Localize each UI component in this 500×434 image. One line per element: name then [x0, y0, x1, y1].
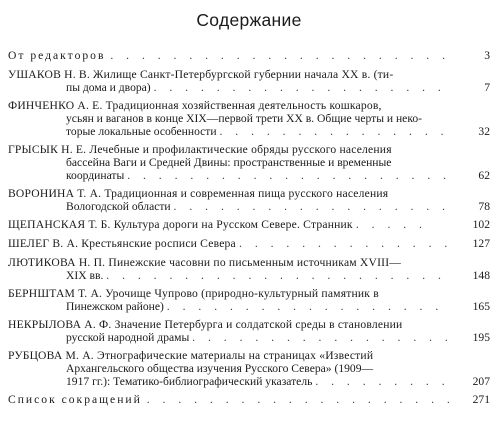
toc-entry-line: [8, 375, 460, 388]
toc-leader-dots: . . . . . . . . . . . . . . . . . . .: [153, 81, 446, 94]
toc-entry[interactable]: [8, 49, 490, 62]
toc-page-number: 195: [472, 331, 490, 344]
toc-entry-line: ЛЮТИКОВА Н. П. Пинежские часовни по письменным источникам XVIII—: [8, 256, 402, 269]
toc-entry-line: [8, 237, 460, 250]
toc-entry-line: ВОРОНИНА Т. А. Традиционная и современная пища русского населения: [8, 187, 389, 200]
toc-entry-text: координаты: [66, 169, 125, 182]
toc-entry-line: [8, 300, 460, 313]
toc-entry-line: РУБЦОВА М. А. Этнографические материалы на страницах «Известий: [8, 349, 374, 362]
toc-entry-text: ШЕЛЕГ В. А. Крестьянские росписи Севера: [8, 237, 236, 250]
toc-leader-dots: . . . . . . . . . . . . . . . . . .: [173, 200, 450, 213]
toc-page-number: 165: [472, 300, 490, 313]
page-title: Содержание: [196, 10, 302, 30]
toc-leader-dots: . . . . .: [355, 218, 427, 231]
toc-leader-dots: . . . . . . . . . . . . . . . . . . . . . .: [110, 49, 450, 62]
toc-entry[interactable]: [8, 68, 490, 94]
toc-entry[interactable]: [8, 99, 490, 138]
toc-entry-line: НЕКРЫЛОВА А. Ф. Значение Петербурга и солдатской среды в становлении: [8, 318, 403, 331]
toc-entry-line: [8, 393, 460, 406]
toc-entry-line: бассейна Ваги и Средней Двины: пространственные и временные: [66, 156, 392, 169]
toc-leader-dots: . . . . . . . . .: [315, 375, 450, 388]
toc-page-number: 271: [472, 393, 490, 406]
toc-entry-text: русской народной драмы: [66, 331, 190, 344]
toc-entry[interactable]: [8, 256, 490, 282]
toc-entry-line: [8, 81, 460, 94]
toc-entry-text: торые локальные особенности: [66, 125, 217, 138]
toc-entry-line: [8, 125, 460, 138]
toc-entry-line: [8, 169, 460, 182]
toc-leader-dots: . . . . . . . . . . . . . . . . . . . .: [146, 393, 455, 406]
toc-entry-text: Вологодской области: [66, 200, 171, 213]
toc-entry-line: Архангельского общества изучения Русского Севера» (1909—: [66, 362, 374, 375]
toc-entry[interactable]: [8, 187, 490, 213]
toc-page-number: 102: [472, 218, 490, 231]
toc-entry-text: XIX вв.: [66, 269, 104, 282]
toc-leader-dots: . . . . . . . . . . . . . . . . . . . . .: [127, 169, 452, 182]
toc-entry[interactable]: [8, 349, 490, 388]
toc-entry-line: УШАКОВ Н. В. Жилище Санкт-Петербургской губернии начала XX в. (ти-: [8, 68, 394, 81]
toc-entry[interactable]: [8, 143, 490, 182]
toc-entry[interactable]: [8, 237, 490, 250]
toc-leader-dots: . . . . . . . . . . . . . . . . . . . . . .: [106, 269, 446, 282]
toc-page-number: 148: [472, 269, 490, 282]
toc-page-number: 32: [478, 125, 490, 138]
toc-entry-line: [8, 331, 460, 344]
toc-entry-text: Список сокращений: [8, 393, 142, 406]
toc-entry-line: [8, 269, 460, 282]
toc-entry[interactable]: [8, 218, 490, 231]
toc-page-number: 7: [484, 81, 490, 94]
toc-entry-line: [8, 49, 460, 62]
toc-entry-line: БЕРНШТАМ Т. А. Урочище Чупрово (природно-культурный памятник в: [8, 287, 379, 300]
toc-entry-text: пы дома и двора): [66, 81, 151, 94]
toc-entry-line: ФИНЧЕНКО А. Е. Традиционная хозяйственная деятельность кошкаров,: [8, 99, 382, 112]
toc-entry-line: ГРЫСЫК Н. Е. Лечебные и профилактические обряды русского населения: [8, 143, 392, 156]
toc-page-number: 78: [478, 200, 490, 213]
toc-entry-line: [8, 200, 460, 213]
toc-page-number: 62: [478, 169, 490, 182]
toc-page-number: 207: [472, 375, 490, 388]
toc-entry-line: [8, 218, 460, 231]
toc-entry[interactable]: [8, 393, 490, 406]
toc-entry[interactable]: [8, 318, 490, 344]
toc-leader-dots: . . . . . . . . . . . . . . . . . .: [166, 300, 444, 313]
toc-leader-dots: . . . . . . . . . . . . . . .: [219, 125, 449, 138]
toc-leader-dots: . . . . . . . . . . . . . .: [239, 237, 453, 250]
toc-page-number: 127: [472, 237, 490, 250]
toc-entry-text: 1917 гг.): Тематико-библиографический указатель: [66, 375, 313, 388]
toc-entry[interactable]: [8, 287, 490, 313]
toc-entry-line: усьян и ваганов в конце XIX—первой трети XX в. Общие черты и неко-: [66, 112, 423, 125]
toc-leader-dots: . . . . . . . . . . . . . . . . .: [192, 331, 453, 344]
toc-entry-text: Пинежском районе): [66, 300, 164, 313]
toc-entry-text: ЩЕПАНСКАЯ Т. Б. Культура дороги на Русском Севере. Странник: [8, 218, 353, 231]
toc-page-number: 3: [484, 49, 490, 62]
toc-entry-text: От редакторов: [8, 49, 106, 62]
